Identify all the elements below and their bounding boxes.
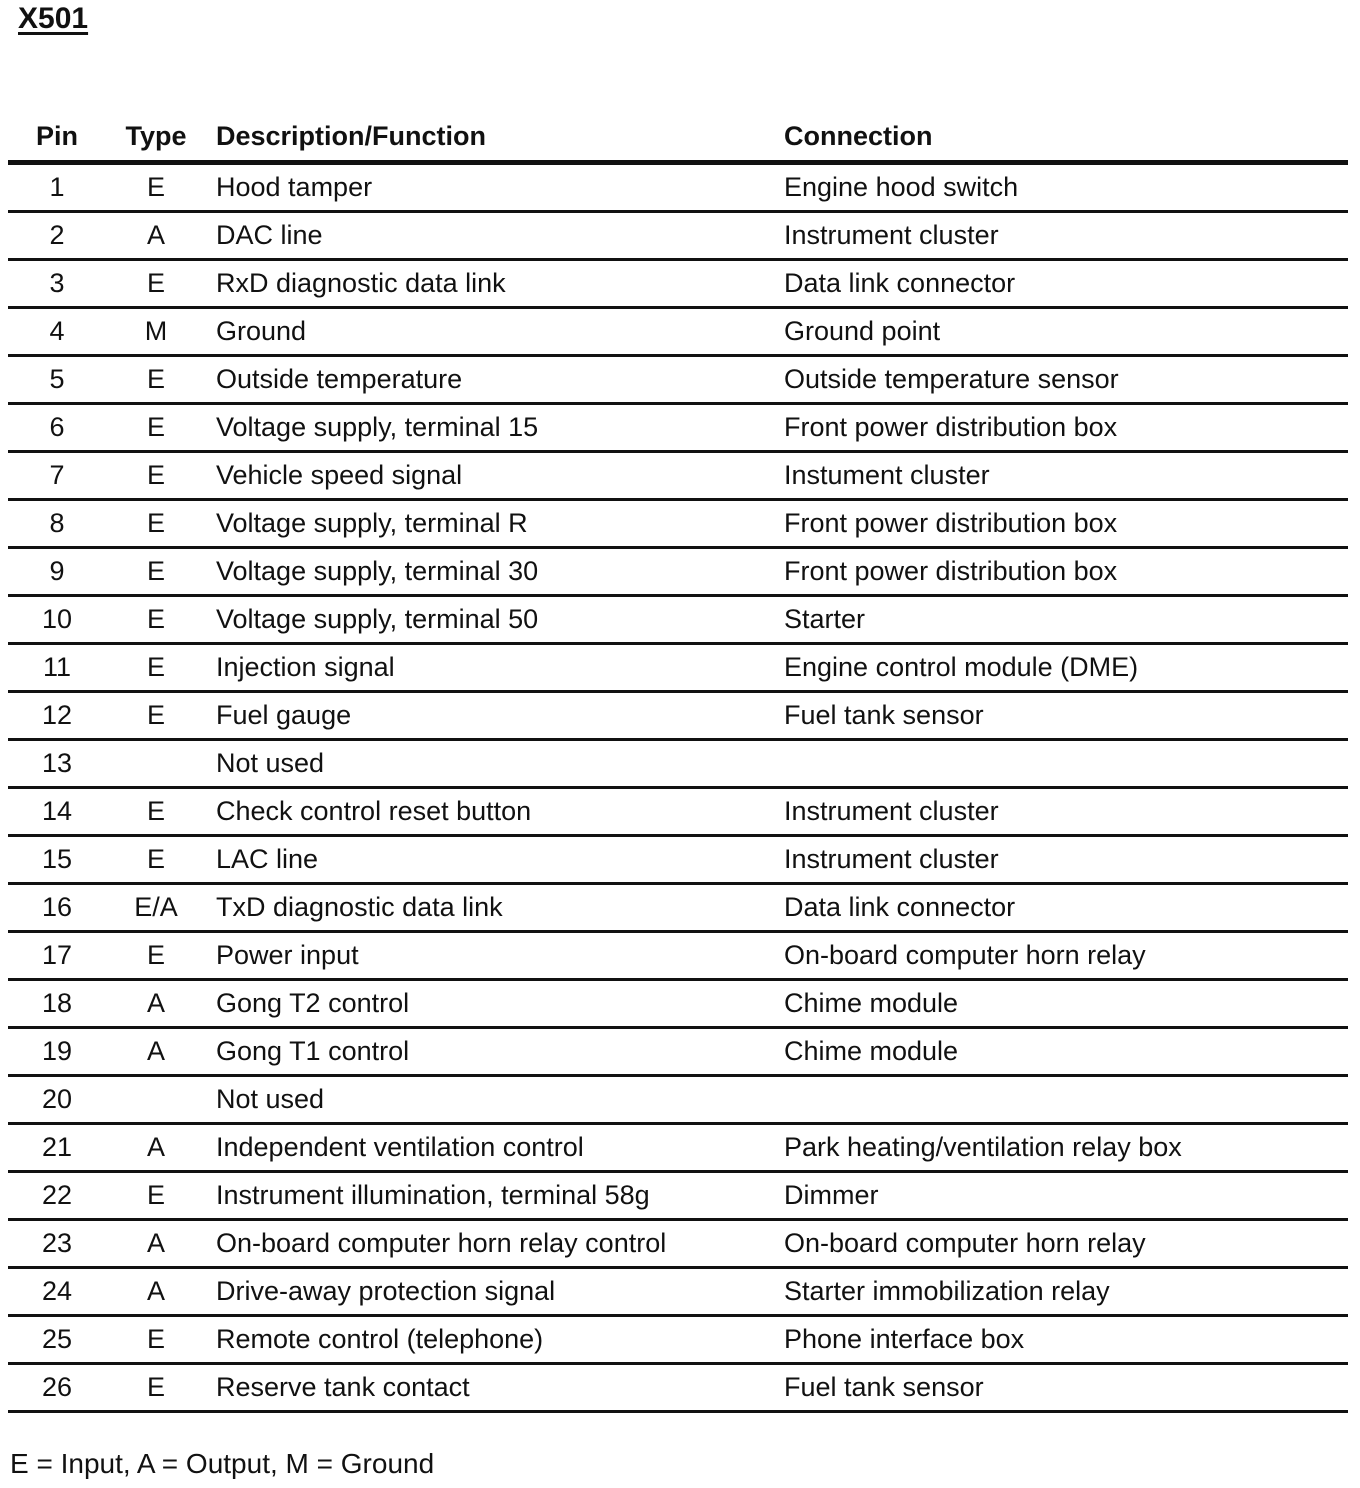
cell-description: Reserve tank contact <box>206 1364 784 1412</box>
cell-type: E/A <box>106 884 206 932</box>
cell-pin: 22 <box>8 1172 106 1220</box>
cell-type: A <box>106 1124 206 1172</box>
cell-pin: 19 <box>8 1028 106 1076</box>
cell-description: Ground <box>206 308 784 356</box>
cell-pin: 17 <box>8 932 106 980</box>
cell-connection: Front power distribution box <box>784 500 1348 548</box>
header-connection: Connection <box>784 112 1348 163</box>
cell-connection: Engine control module (DME) <box>784 644 1348 692</box>
cell-pin: 3 <box>8 260 106 308</box>
table-row <box>8 548 1348 596</box>
cell-type: A <box>106 1220 206 1268</box>
cell-description: Instrument illumination, terminal 58g <box>206 1172 784 1220</box>
cell-pin: 6 <box>8 404 106 452</box>
table-row <box>8 1268 1348 1316</box>
cell-connection: Fuel tank sensor <box>784 1364 1348 1412</box>
table-row <box>8 163 1348 212</box>
cell-connection: Chime module <box>784 1028 1348 1076</box>
pin-rows <box>8 163 1348 1412</box>
cell-connection: Data link connector <box>784 260 1348 308</box>
cell-description: LAC line <box>206 836 784 884</box>
cell-pin: 26 <box>8 1364 106 1412</box>
cell-type: E <box>106 644 206 692</box>
table-row <box>8 1124 1348 1172</box>
cell-connection: Instument cluster <box>784 452 1348 500</box>
cell-description: Check control reset button <box>206 788 784 836</box>
cell-connection: Dimmer <box>784 1172 1348 1220</box>
cell-connection: Front power distribution box <box>784 548 1348 596</box>
cell-type: A <box>106 212 206 260</box>
cell-connection: Instrument cluster <box>784 788 1348 836</box>
table-row <box>8 788 1348 836</box>
cell-type: E <box>106 836 206 884</box>
cell-connection <box>784 740 1348 788</box>
header-type: Type <box>106 112 206 163</box>
cell-pin: 24 <box>8 1268 106 1316</box>
table-row <box>8 308 1348 356</box>
cell-pin: 21 <box>8 1124 106 1172</box>
cell-connection: Starter <box>784 596 1348 644</box>
cell-description: RxD diagnostic data link <box>206 260 784 308</box>
cell-type: A <box>106 980 206 1028</box>
cell-description: Independent ventilation control <box>206 1124 784 1172</box>
cell-type: E <box>106 1316 206 1364</box>
cell-pin: 2 <box>8 212 106 260</box>
cell-connection: Data link connector <box>784 884 1348 932</box>
cell-pin: 23 <box>8 1220 106 1268</box>
cell-pin: 9 <box>8 548 106 596</box>
cell-pin: 1 <box>8 163 106 212</box>
cell-pin: 5 <box>8 356 106 404</box>
table-row <box>8 500 1348 548</box>
cell-type: E <box>106 932 206 980</box>
cell-type: E <box>106 788 206 836</box>
cell-pin: 10 <box>8 596 106 644</box>
cell-type: E <box>106 548 206 596</box>
table-row <box>8 1220 1348 1268</box>
table-row <box>8 980 1348 1028</box>
table-header-row <box>8 112 1348 163</box>
cell-description: Gong T2 control <box>206 980 784 1028</box>
cell-type: E <box>106 1364 206 1412</box>
cell-pin: 7 <box>8 452 106 500</box>
cell-connection: Engine hood switch <box>784 163 1348 212</box>
cell-connection: Instrument cluster <box>784 212 1348 260</box>
header-pin: Pin <box>8 112 106 163</box>
cell-description: Not used <box>206 740 784 788</box>
cell-pin: 15 <box>8 836 106 884</box>
cell-description: Gong T1 control <box>206 1028 784 1076</box>
cell-pin: 18 <box>8 980 106 1028</box>
cell-connection: Fuel tank sensor <box>784 692 1348 740</box>
table-row <box>8 260 1348 308</box>
cell-type: E <box>106 356 206 404</box>
cell-type <box>106 740 206 788</box>
table-row <box>8 596 1348 644</box>
cell-description: Power input <box>206 932 784 980</box>
table-row <box>8 356 1348 404</box>
cell-type: E <box>106 1172 206 1220</box>
cell-description: DAC line <box>206 212 784 260</box>
table-row <box>8 1028 1348 1076</box>
cell-pin: 4 <box>8 308 106 356</box>
header-description: Description/Function <box>206 112 784 163</box>
cell-description: Vehicle speed signal <box>206 452 784 500</box>
table-row <box>8 1364 1348 1412</box>
cell-connection: Chime module <box>784 980 1348 1028</box>
cell-type: E <box>106 260 206 308</box>
cell-pin: 11 <box>8 644 106 692</box>
cell-description: Voltage supply, terminal 30 <box>206 548 784 596</box>
cell-connection: On-board computer horn relay <box>784 1220 1348 1268</box>
pin-table <box>8 112 1348 1413</box>
cell-connection: Instrument cluster <box>784 836 1348 884</box>
cell-type: E <box>106 692 206 740</box>
cell-pin: 20 <box>8 1076 106 1124</box>
table-row <box>8 740 1348 788</box>
cell-description: Voltage supply, terminal 50 <box>206 596 784 644</box>
table-row <box>8 452 1348 500</box>
cell-pin: 14 <box>8 788 106 836</box>
table-row <box>8 1076 1348 1124</box>
cell-connection: Front power distribution box <box>784 404 1348 452</box>
table-row <box>8 692 1348 740</box>
cell-type: E <box>106 404 206 452</box>
cell-connection: Outside temperature sensor <box>784 356 1348 404</box>
cell-description: Voltage supply, terminal R <box>206 500 784 548</box>
cell-connection: Starter immobilization relay <box>784 1268 1348 1316</box>
page-title: X501 <box>18 2 89 35</box>
table-row <box>8 404 1348 452</box>
cell-description: Injection signal <box>206 644 784 692</box>
cell-description: Not used <box>206 1076 784 1124</box>
table-row <box>8 1316 1348 1364</box>
cell-description: Drive-away protection signal <box>206 1268 784 1316</box>
cell-description: Fuel gauge <box>206 692 784 740</box>
cell-connection: Phone interface box <box>784 1316 1348 1364</box>
cell-connection <box>784 1076 1348 1124</box>
cell-connection: Ground point <box>784 308 1348 356</box>
table-row <box>8 884 1348 932</box>
cell-type: M <box>106 308 206 356</box>
cell-type: E <box>106 500 206 548</box>
cell-description: Remote control (telephone) <box>206 1316 784 1364</box>
cell-pin: 16 <box>8 884 106 932</box>
table-row <box>8 836 1348 884</box>
cell-type: A <box>106 1028 206 1076</box>
table-row <box>8 1172 1348 1220</box>
table-row <box>8 932 1348 980</box>
cell-pin: 12 <box>8 692 106 740</box>
cell-connection: On-board computer horn relay <box>784 932 1348 980</box>
cell-description: TxD diagnostic data link <box>206 884 784 932</box>
cell-connection: Park heating/ventilation relay box <box>784 1124 1348 1172</box>
cell-description: On-board computer horn relay control <box>206 1220 784 1268</box>
cell-description: Hood tamper <box>206 163 784 212</box>
cell-pin: 13 <box>8 740 106 788</box>
table-row <box>8 644 1348 692</box>
cell-type: E <box>106 596 206 644</box>
cell-type: E <box>106 452 206 500</box>
cell-description: Outside temperature <box>206 356 784 404</box>
cell-pin: 8 <box>8 500 106 548</box>
cell-type: A <box>106 1268 206 1316</box>
cell-description: Voltage supply, terminal 15 <box>206 404 784 452</box>
table-row <box>8 212 1348 260</box>
cell-type: E <box>106 163 206 212</box>
type-legend: E = Input, A = Output, M = Ground <box>10 1448 435 1479</box>
cell-type <box>106 1076 206 1124</box>
cell-pin: 25 <box>8 1316 106 1364</box>
